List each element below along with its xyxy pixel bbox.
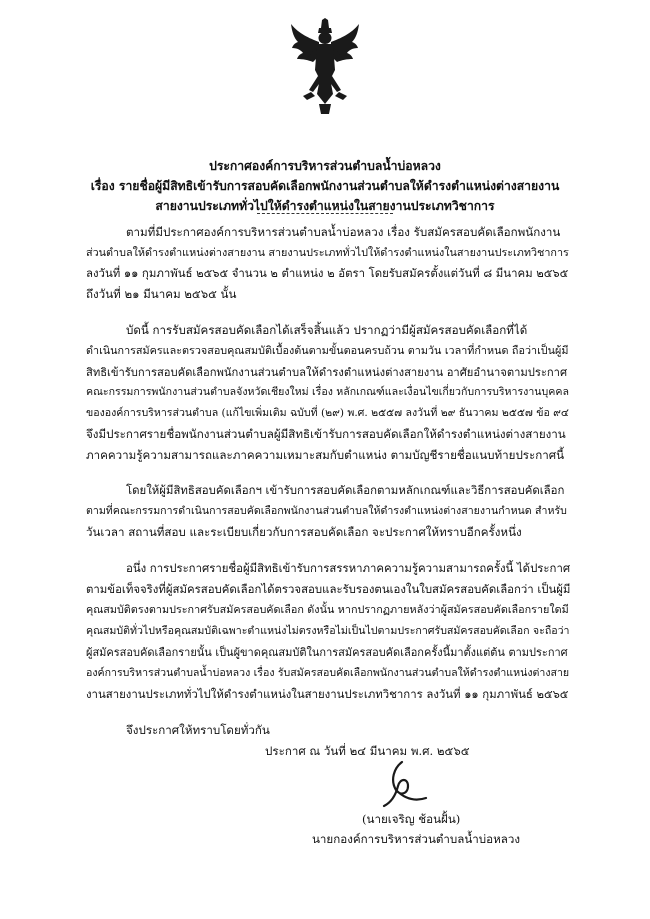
signature-mark: [372, 758, 430, 810]
paragraph-4-line: งานสายงานประเภททั่วไปให้ดำรงตำแหน่งในสายงานประเภทวิชาการ ลงวันที่ ๑๑ กุมภาพันธ์ ๒๕๖๕: [86, 687, 569, 701]
paragraph-2-line: บัดนี้ การรับสมัครสอบคัดเลือกได้เสร็จสิ้นแล้ว ปรากฏว่ามีผู้สมัครสอบคัดเลือกที่ได้: [126, 323, 528, 337]
paragraph-4-line: ตามข้อเท็จจริงที่ผู้สมัครสอบคัดเลือกได้ตรวจสอบและรับรองตนเองในใบสมัครสอบคัดเลือกว่า เป็นผู้มี: [86, 582, 571, 596]
signatory-position: นายกองค์การบริหารส่วนตำบลน้ำบ่อหลวง: [312, 832, 521, 846]
paragraph-2-line: ดำเนินการสมัครและตรวจสอบคุณสมบัติเบื้องต้นตามขั้นตอนครบถ้วน ตามวัน เวลาที่กำหนด ถือว่าเป็นผู้มี: [86, 344, 569, 357]
paragraph-4-line: คุณสมบัติทั่วไปหรือคุณสมบัติเฉพาะตำแหน่งไม่ตรงหรือไม่เป็นไปตามประกาศรับสมัครสอบคัดเลือก จะถือว่า: [86, 625, 570, 637]
title-divider: [257, 213, 393, 214]
paragraph-3-line: โดยให้ผู้มีสิทธิสอบคัดเลือกฯ เข้ารับการสอบคัดเลือกตามหลักเกณฑ์และวิธีการสอบคัดเลือก: [126, 483, 565, 497]
document-subject-line-2: สายงานประเภททั่วไปให้ดำรงตำแหน่งในสายงานประเภทวิชาการ: [155, 199, 495, 213]
closing-statement: จึงประกาศให้ทราบโดยทั่วกัน: [126, 723, 270, 737]
paragraph-3-line: ตามที่คณะกรรมการดำเนินการสอบคัดเลือกพนักงานส่วนตำบลให้ดำรงตำแหน่งต่างสายงานกำหนด สำหรับ: [86, 505, 567, 517]
signatory-name: (นายเจริญ ช้อนฝั้น): [362, 812, 461, 826]
document-title: ประกาศองค์การบริหารส่วนตำบลน้ำบ่อหลวง: [209, 159, 441, 173]
paragraph-4-line: อนึ่ง การประกาศรายชื่อผู้มีสิทธิเข้ารับการสรรหาภาคความรู้ความสามารถครั้งนี้ ได้ประกาศ: [126, 561, 571, 575]
paragraph-2-line: ขององค์การบริหารส่วนตำบล (แก้ไขเพิ่มเติม ฉบับที่ (๒๙) พ.ศ. ๒๕๕๗ ลงวันที่ ๒๙ ธันวาคม ๒๕๕๗ ข้อ ๙๔: [86, 407, 569, 419]
paragraph-2-line: คณะกรรมการพนักงานส่วนตำบลจังหวัดเชียงใหม่ เรื่อง หลักเกณฑ์และเงื่อนไขเกี่ยวกับการบริหารงานบุคคล: [86, 386, 569, 398]
paragraph-1-line: ถึงวันที่ ๒๑ มีนาคม ๒๕๖๕ นั้น: [86, 287, 237, 301]
paragraph-2-line: จึงมีประกาศรายชื่อพนักงานส่วนตำบลผู้มีสิทธิเข้ารับการสอบคัดเลือกให้ดำรงตำแหน่งต่างสายงาน: [86, 427, 566, 441]
paragraph-4-line: องค์การบริหารส่วนตำบลน้ำบ่อหลวง เรื่อง รับสมัครสอบคัดเลือกพนักงานส่วนตำบลให้ดำรงตำแหน่งต่างสาย: [86, 667, 570, 679]
paragraph-2-line: สิทธิเข้ารับการสอบคัดเลือกพนักงานส่วนตำบลให้ดำรงตำแหน่งต่างสายงาน อาศัยอำนาจตามประกาศ: [86, 366, 568, 379]
paragraph-4-line: คุณสมบัติตรงตามประกาศรับสมัครสอบคัดเลือก ดังนั้น หากปรากฏภายหลังว่าผู้สมัครสอบคัดเลือกรายใดมี: [86, 603, 569, 616]
paragraph-3-line: วันเวลา สถานที่สอบ และระเบียบเกี่ยวกับการสอบคัดเลือก จะประกาศให้ทราบอีกครั้งหนึ่ง: [86, 525, 522, 539]
garuda-emblem-icon: [289, 18, 361, 116]
paragraph-1-line: ส่วนตำบลให้ดำรงตำแหน่งต่างสายงาน สายงานประเภททั่วไปให้ดำรงตำแหน่งในสายงานประเภทวิชาการ: [86, 246, 569, 259]
announcement-date: ประกาศ ณ วันที่ ๒๔ มีนาคม พ.ศ. ๒๕๖๕: [265, 744, 470, 758]
document-subject-line-1: เรื่อง รายชื่อผู้มีสิทธิเข้ารับการสอบคัดเลือกพนักงานส่วนตำบลให้ดำรงตำแหน่งต่างสายงาน: [90, 179, 560, 193]
paragraph-1-line: ตามที่มีประกาศองค์การบริหารส่วนตำบลน้ำบ่อหลวง เรื่อง รับสมัครสอบคัดเลือกพนักงาน: [126, 225, 561, 239]
paragraph-4-line: ผู้สมัครสอบคัดเลือกรายนั้น เป็นผู้ขาดคุณสมบัติในการสมัครสอบคัดเลือกครั้งนี้มาตั้งแต่ต้น ตามประกาศ: [86, 646, 568, 659]
paragraph-1-line: ลงวันที่ ๑๑ กุมภาพันธ์ ๒๕๖๕ จำนวน ๒ ตำแหน่ง ๒ อัตรา โดยรับสมัครตั้งแต่วันที่ ๘ มีนาคม ๒๕๖๕: [86, 266, 569, 280]
paragraph-2-line: ภาคความรู้ความสามารถและภาคความเหมาะสมกับตำแหน่ง ตามบัญชีรายชื่อแนบท้ายประกาศนี้: [86, 448, 565, 462]
